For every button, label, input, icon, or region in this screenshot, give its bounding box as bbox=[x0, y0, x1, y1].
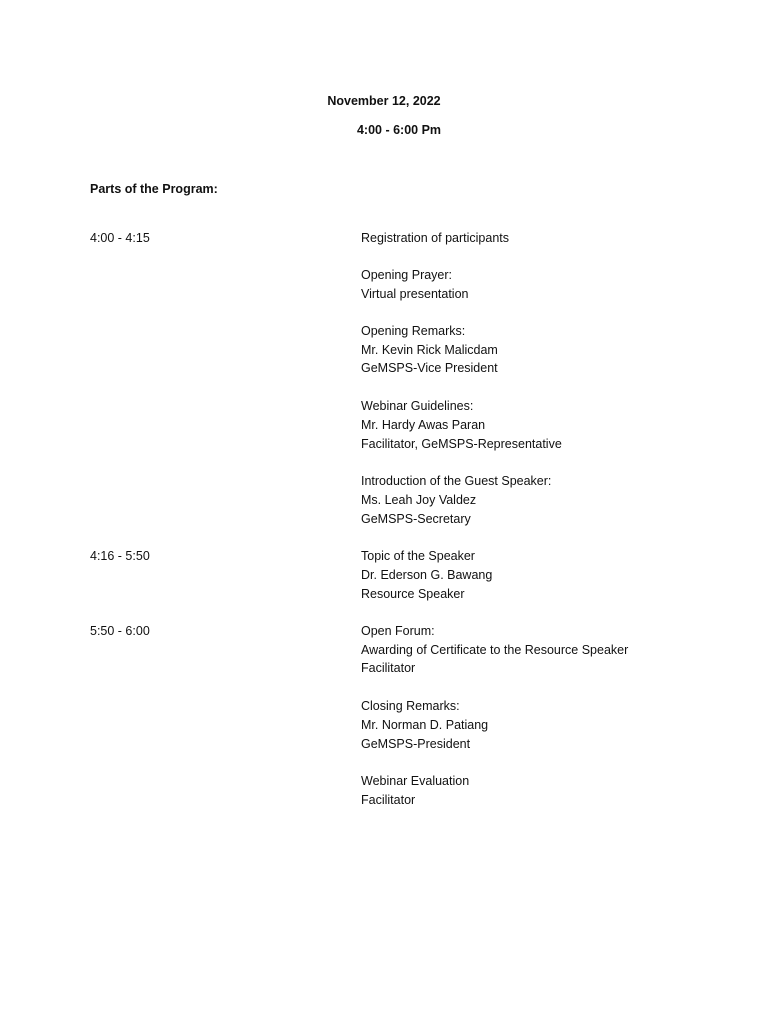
program-line: Registration of participants bbox=[361, 231, 509, 245]
program-heading: Parts of the Program: bbox=[90, 182, 218, 196]
event-time-range: 4:00 - 6:00 Pm bbox=[356, 123, 442, 137]
program-line: Facilitator bbox=[361, 661, 416, 675]
program-line: GeMSPS-President bbox=[361, 737, 471, 751]
program-line: Facilitator bbox=[361, 793, 416, 807]
program-line: Open Forum: bbox=[361, 624, 435, 638]
event-date: November 12, 2022 bbox=[327, 94, 441, 108]
program-line: Webinar Evaluation bbox=[361, 774, 470, 788]
program-line: Closing Remarks: bbox=[361, 699, 460, 713]
program-line: Awarding of Certificate to the Resource Speaker bbox=[361, 643, 629, 657]
program-line: Virtual presentation bbox=[361, 287, 469, 301]
time-slot-1: 4:00 - 4:15 bbox=[90, 231, 150, 245]
program-line: GeMSPS-Secretary bbox=[361, 512, 471, 526]
time-slot-3: 5:50 - 6:00 bbox=[90, 624, 150, 638]
program-line: Mr. Hardy Awas Paran bbox=[361, 418, 486, 432]
program-line: Resource Speaker bbox=[361, 587, 465, 601]
program-line: Opening Prayer: bbox=[361, 268, 453, 282]
program-line: Introduction of the Guest Speaker: bbox=[361, 474, 552, 488]
program-line: Dr. Ederson G. Bawang bbox=[361, 568, 493, 582]
program-line: Facilitator, GeMSPS-Representative bbox=[361, 437, 562, 451]
program-line: Webinar Guidelines: bbox=[361, 399, 474, 413]
time-slot-2: 4:16 - 5:50 bbox=[90, 549, 150, 563]
program-line: Opening Remarks: bbox=[361, 324, 466, 338]
program-line: Ms. Leah Joy Valdez bbox=[361, 493, 477, 507]
program-line: Mr. Norman D. Patiang bbox=[361, 718, 489, 732]
program-line: Topic of the Speaker bbox=[361, 549, 475, 563]
program-line: GeMSPS-Vice President bbox=[361, 361, 498, 375]
program-line: Mr. Kevin Rick Malicdam bbox=[361, 343, 498, 357]
